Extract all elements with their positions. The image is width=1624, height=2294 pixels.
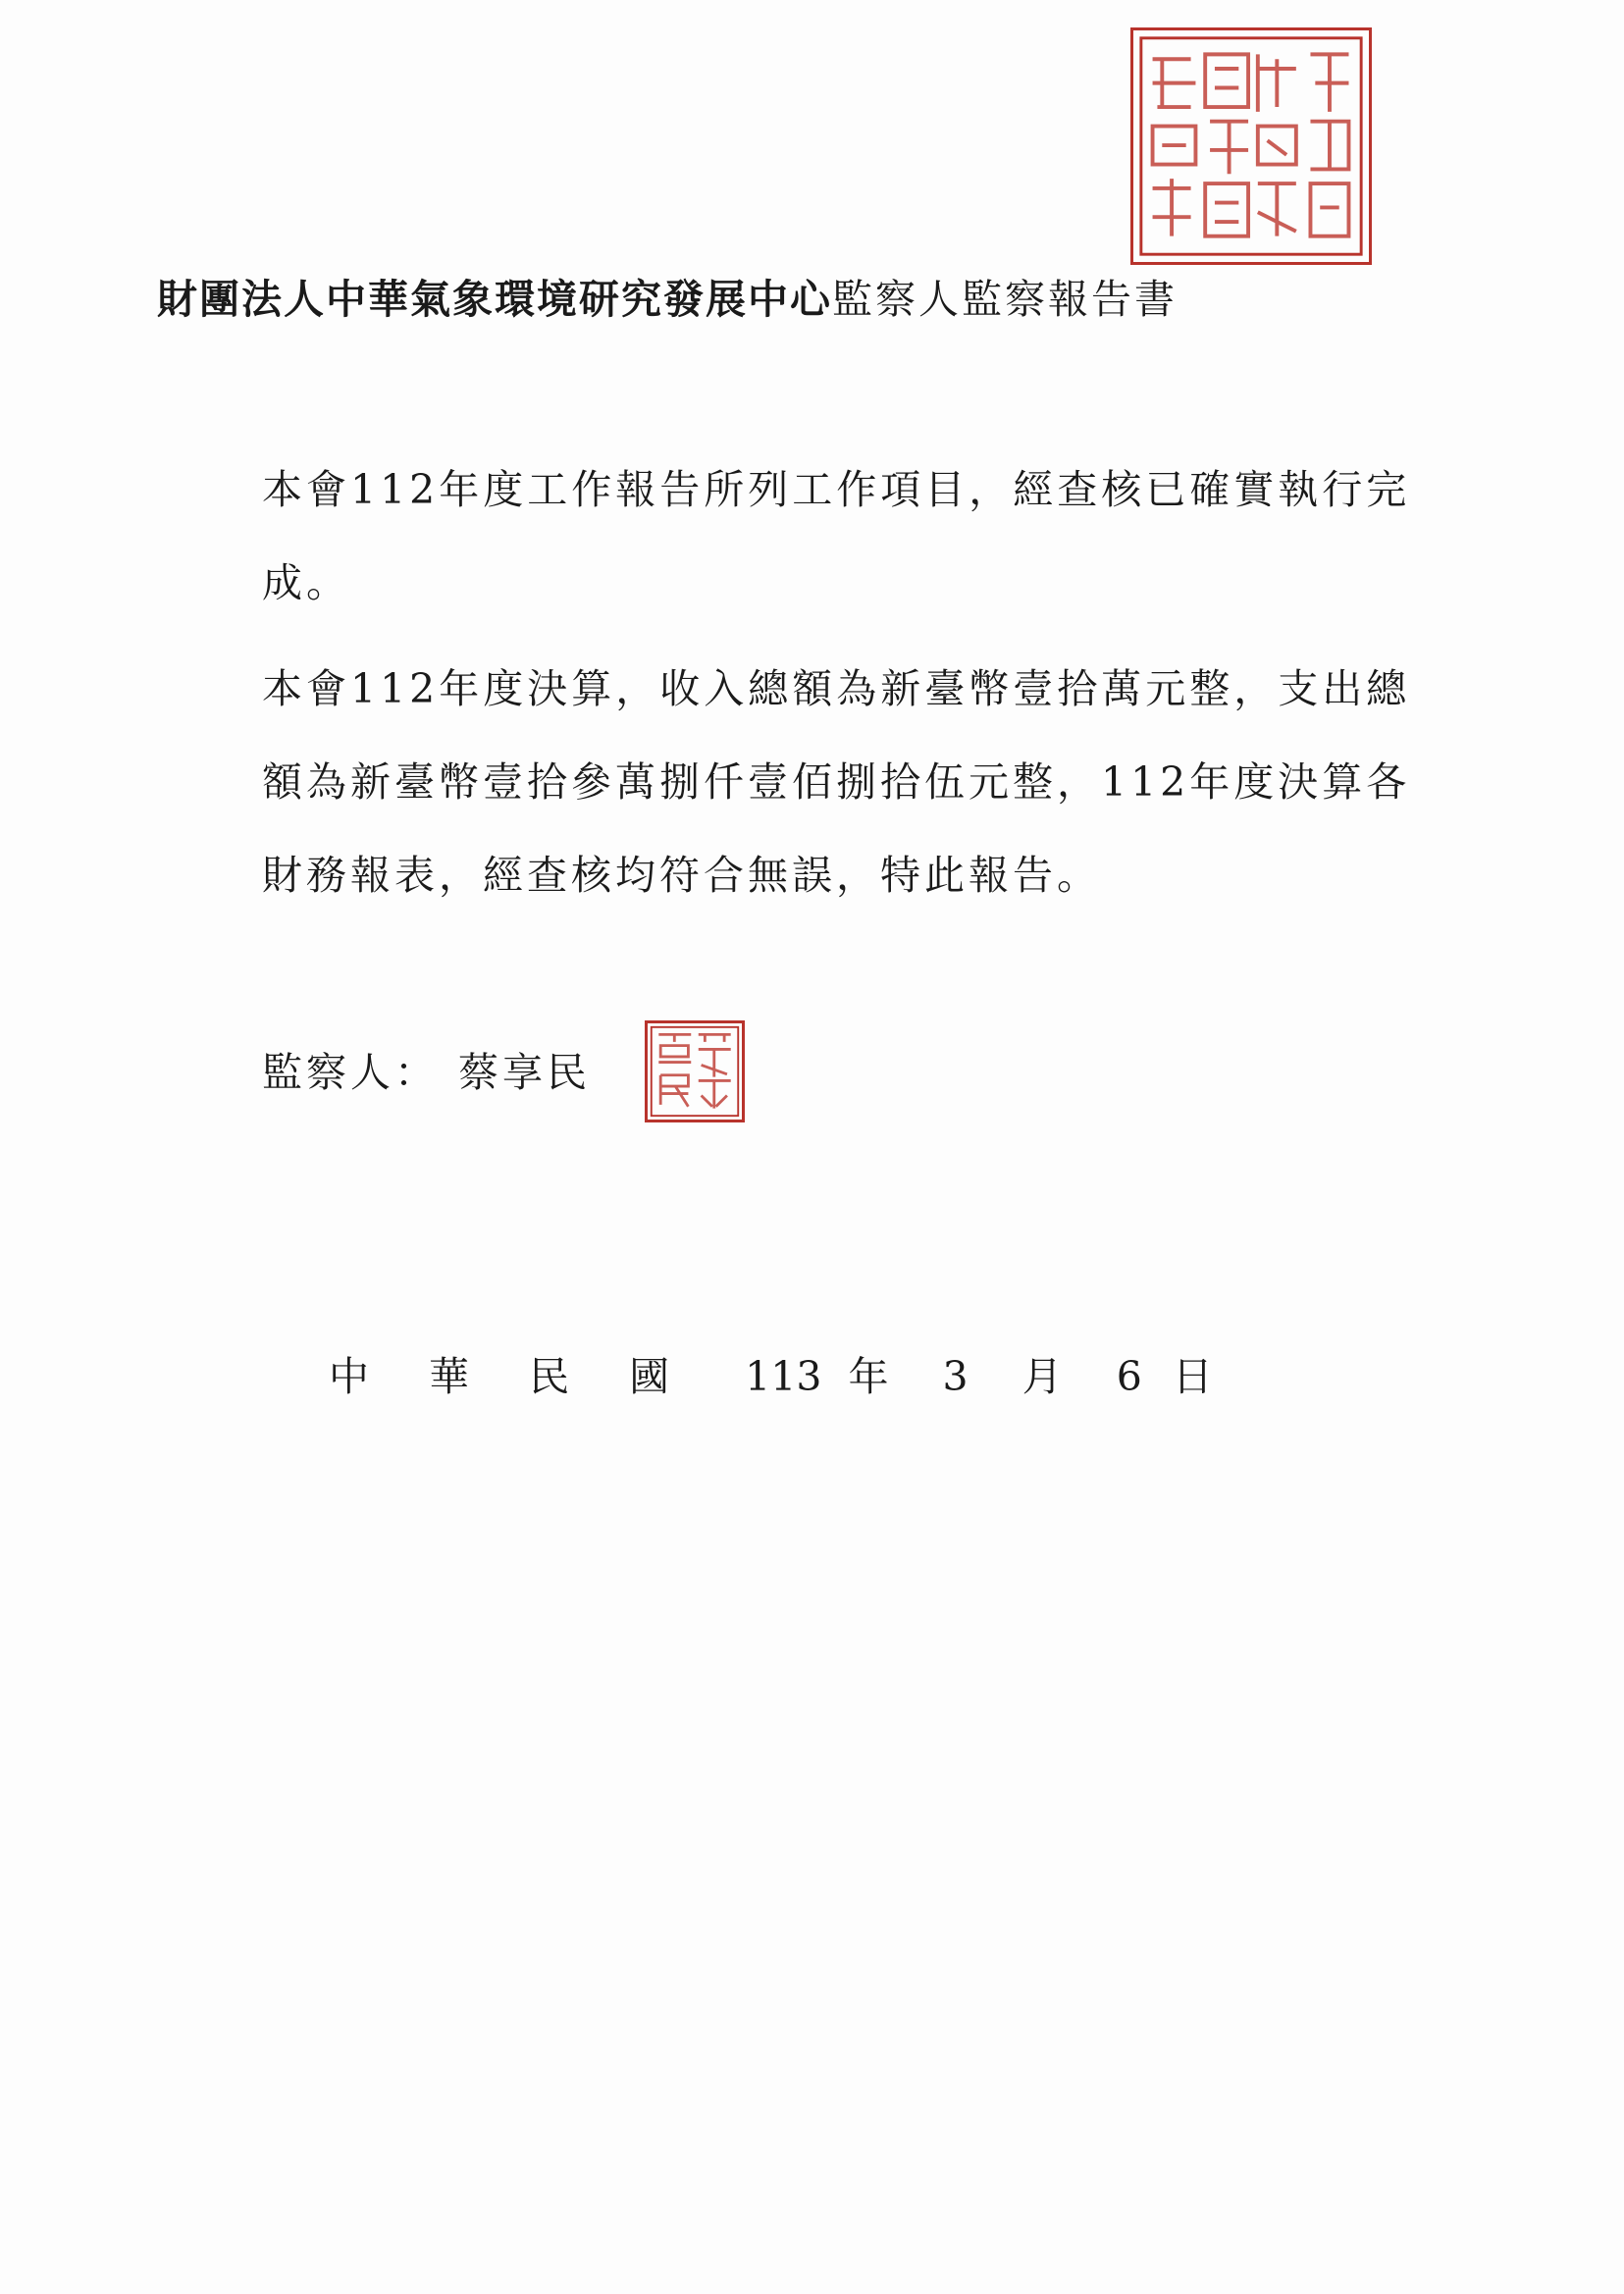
title-document-type: 監察人監察報告書 — [832, 276, 1178, 323]
date-day-unit: 日 — [1172, 1353, 1213, 1400]
date-era: 中 華 民 國 — [329, 1353, 694, 1400]
report-paragraph-work: 本會112年度工作報告所列工作項目，經查核已確實執行完成。 — [262, 466, 1411, 606]
signer-name: 蔡享民 — [458, 1049, 591, 1096]
organization-seal-stamp — [1130, 27, 1372, 265]
signer-line — [262, 1040, 591, 1098]
document-date — [329, 1344, 1213, 1402]
date-month-unit: 月 — [1022, 1353, 1063, 1400]
date-year-unit: 年 — [848, 1353, 889, 1400]
signer-label: 監察人： — [262, 1049, 439, 1096]
date-day: 6 — [1116, 1353, 1142, 1400]
title-organization: 財團法人中華氣象環境研究發展中心 — [157, 276, 832, 323]
date-month: 3 — [942, 1353, 969, 1400]
document-title — [157, 267, 1467, 325]
report-paragraph-finance: 本會112年度決算，收入總額為新臺幣壹拾萬元整，支出總額為新臺幣壹拾參萬捌仟壹佰捌拾伍元整，112年度決算各財務報表，經查核均符合無誤，特此報告。 — [262, 665, 1411, 899]
date-year: 113 — [745, 1353, 822, 1400]
personal-seal-stamp — [645, 1020, 745, 1122]
personal-seal-graphic — [648, 1023, 742, 1120]
organization-seal-graphic — [1133, 30, 1369, 262]
